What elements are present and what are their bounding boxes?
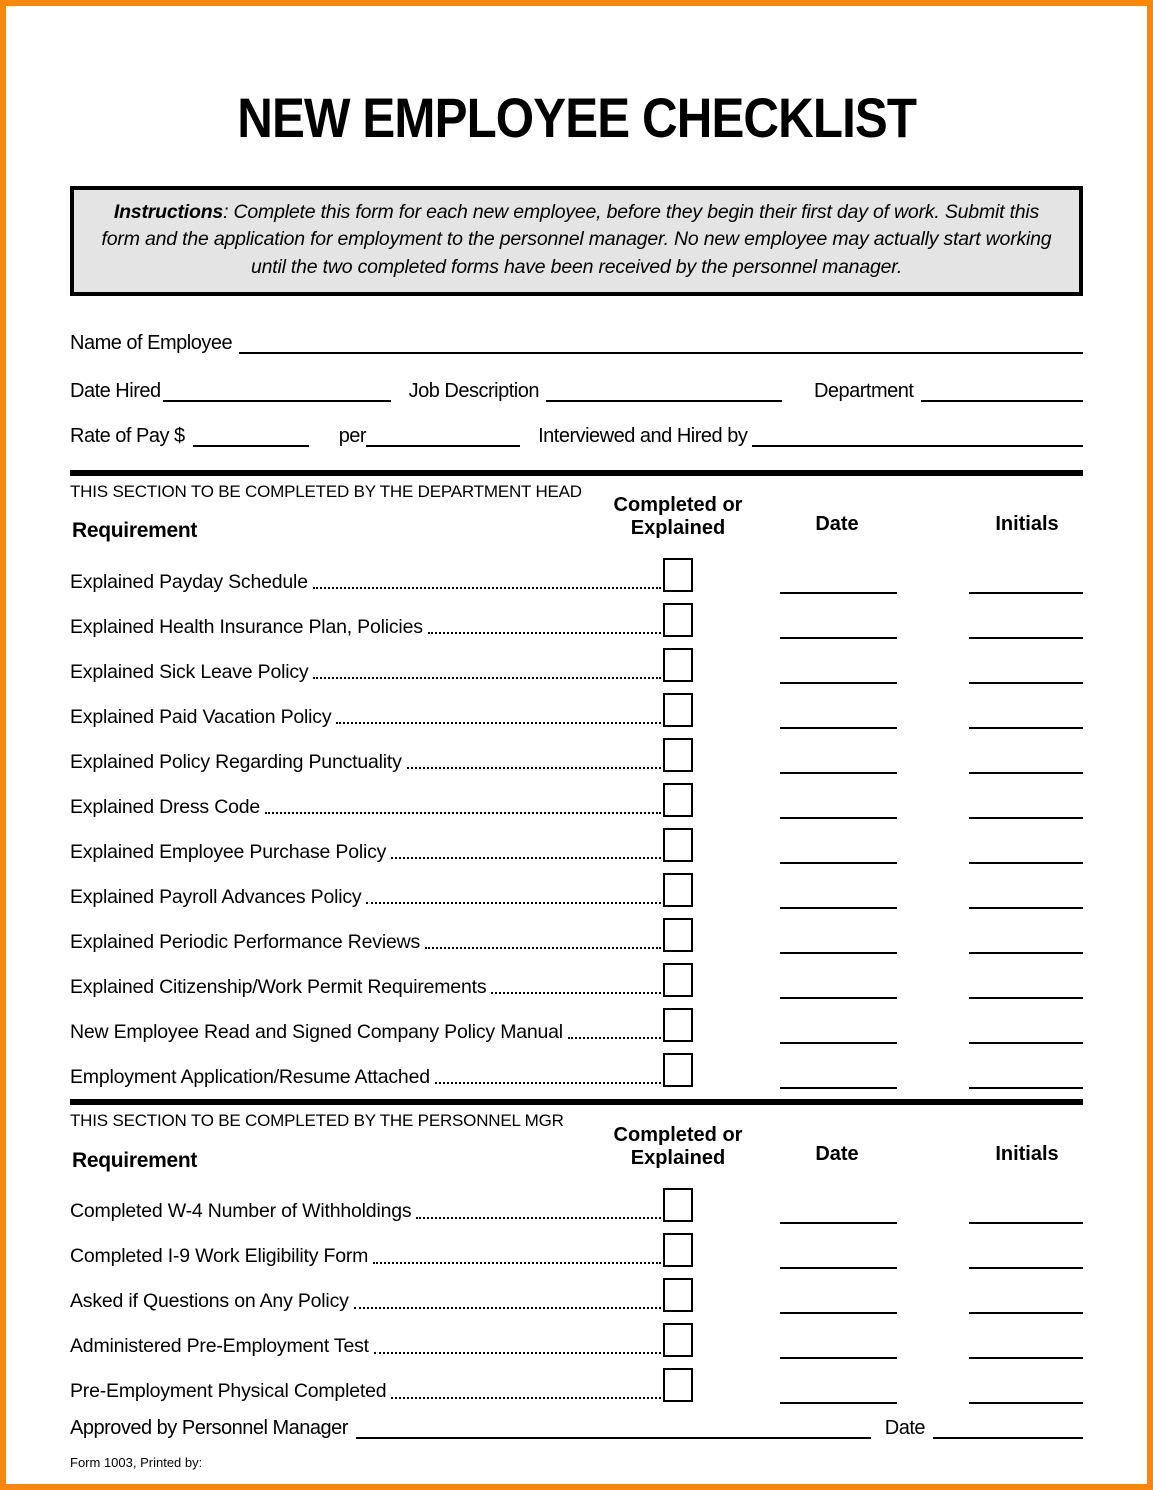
requirement-label: Completed W-4 Number of Withholdings: [70, 1200, 412, 1223]
date-column-header: Date: [815, 1142, 859, 1165]
section1-rows: [70, 550, 1083, 1090]
requirement-column-header: Requirement: [72, 1148, 198, 1172]
job-description-line[interactable]: [546, 386, 782, 402]
instructions-label: Instructions: [113, 201, 224, 223]
initials-line[interactable]: [969, 1222, 1083, 1224]
date-line[interactable]: [780, 1222, 897, 1224]
date-line[interactable]: [780, 727, 897, 729]
page-title: NEW EMPLOYEE CHECKLIST: [237, 86, 916, 149]
table-row: [70, 820, 1083, 865]
table-row: [70, 685, 1083, 730]
section1-column-headers: [70, 494, 1083, 544]
initials-line[interactable]: [969, 1087, 1083, 1089]
date-hired-line[interactable]: [163, 386, 391, 402]
requirement-label: Explained Payday Schedule: [70, 570, 308, 593]
section2-heading: THIS SECTION TO BE COMPLETED BY THE PERSONNEL MGR: [70, 1111, 564, 1131]
requirement-label: Explained Payroll Advances Policy: [70, 885, 362, 908]
hire-info-row: [70, 380, 1083, 403]
date-line[interactable]: [780, 1267, 897, 1269]
completed-column-header: Completed or Explained: [613, 1123, 743, 1169]
dot-leader: [391, 857, 661, 859]
table-row: [70, 640, 1083, 685]
completed-checkbox[interactable]: [663, 1188, 693, 1222]
rate-of-pay-label: Rate of Pay $: [70, 424, 185, 447]
section-divider: [70, 1099, 1083, 1105]
form-number-note: Form 1003, Printed by:: [70, 1454, 203, 1470]
dot-leader: [425, 947, 661, 949]
requirement-label: Asked if Questions on Any Policy: [70, 1290, 349, 1313]
completed-checkbox[interactable]: [663, 738, 693, 772]
table-row: [70, 1180, 1083, 1225]
requirement-label: Explained Sick Leave Policy: [70, 660, 309, 683]
instructions-text: : Complete this form for each new employee, before they begin their first day of work. Submit this form and the application for employment to the personnel manager. No new employee may actually start working until the two completed forms have been received by the personnel manager.: [101, 201, 1052, 278]
initials-line[interactable]: [969, 1357, 1083, 1359]
section-divider: [70, 470, 1083, 476]
rate-of-pay-line[interactable]: [193, 431, 309, 447]
date-column-header: Date: [815, 513, 859, 536]
date-line[interactable]: [780, 1042, 897, 1044]
completed-checkbox[interactable]: [663, 603, 693, 637]
date-line[interactable]: [780, 907, 897, 909]
department-label: Department: [813, 379, 914, 402]
completed-checkbox[interactable]: [663, 783, 693, 817]
table-row: [70, 1000, 1083, 1045]
approved-date-label: Date: [884, 1416, 925, 1439]
completed-checkbox[interactable]: [663, 558, 693, 592]
dot-leader: [416, 1217, 661, 1219]
table-row: [70, 550, 1083, 595]
completed-checkbox[interactable]: [663, 1008, 693, 1042]
dot-leader: [265, 812, 661, 814]
initials-column-header: Initials: [995, 1142, 1059, 1165]
date-line[interactable]: [780, 997, 897, 999]
table-row: [70, 595, 1083, 640]
completed-checkbox[interactable]: [663, 963, 693, 997]
section2-column-headers: [70, 1123, 1083, 1174]
completed-checkbox[interactable]: [663, 1278, 693, 1312]
date-line[interactable]: [780, 1087, 897, 1089]
job-description-label: Job Description: [408, 379, 539, 402]
dot-leader: [568, 1037, 661, 1039]
dot-leader: [491, 992, 661, 994]
table-row: [70, 730, 1083, 775]
date-line[interactable]: [780, 682, 897, 684]
requirement-label: Completed I-9 Work Eligibility Form: [70, 1245, 369, 1268]
requirement-label: Explained Paid Vacation Policy: [70, 705, 332, 728]
completed-checkbox[interactable]: [663, 1053, 693, 1087]
completed-checkbox[interactable]: [663, 918, 693, 952]
dot-leader: [391, 1397, 661, 1399]
date-line[interactable]: [780, 1402, 897, 1404]
approved-row: [70, 1417, 1083, 1440]
name-of-employee-line[interactable]: [239, 338, 1083, 354]
requirement-label: Pre-Employment Physical Completed: [70, 1380, 387, 1403]
pay-info-row: [70, 425, 1083, 448]
initials-line[interactable]: [969, 1312, 1083, 1314]
date-hired-label: Date Hired: [70, 379, 161, 402]
completed-checkbox[interactable]: [663, 648, 693, 682]
initials-line[interactable]: [969, 592, 1083, 594]
per-label: per: [338, 424, 367, 447]
department-line[interactable]: [921, 386, 1083, 402]
initials-line[interactable]: [969, 1267, 1083, 1269]
initials-line[interactable]: [969, 817, 1083, 819]
name-of-employee-row: [70, 332, 1083, 355]
date-line[interactable]: [780, 952, 897, 954]
dot-leader: [428, 632, 661, 634]
requirement-label: Explained Citizenship/Work Permit Requirements: [70, 975, 487, 998]
approved-by-label: Approved by Personnel Manager: [70, 1416, 348, 1439]
initials-line[interactable]: [969, 772, 1083, 774]
table-row: [70, 865, 1083, 910]
initials-line[interactable]: [969, 637, 1083, 639]
instructions-box: [70, 186, 1083, 296]
dot-leader: [313, 677, 661, 679]
dot-leader: [313, 587, 661, 589]
table-row: [70, 1315, 1083, 1360]
completed-checkbox[interactable]: [663, 1323, 693, 1357]
requirement-column-header: Requirement: [72, 519, 198, 543]
requirement-label: Explained Policy Regarding Punctuality: [70, 750, 402, 773]
completed-checkbox[interactable]: [663, 828, 693, 862]
approved-by-line[interactable]: [356, 1423, 871, 1439]
approved-date-line[interactable]: [933, 1423, 1083, 1439]
dot-leader: [366, 902, 661, 904]
requirement-label: Employment Application/Resume Attached: [70, 1065, 430, 1088]
requirement-label: Explained Health Insurance Plan, Policies: [70, 615, 423, 638]
completed-column-header: Completed or Explained: [613, 494, 743, 540]
dot-leader: [373, 1262, 661, 1264]
date-line[interactable]: [780, 1357, 897, 1359]
initials-line[interactable]: [969, 682, 1083, 684]
requirement-label: New Employee Read and Signed Company Policy Manual: [70, 1020, 563, 1043]
section2-rows: [70, 1180, 1083, 1405]
table-row: [70, 775, 1083, 820]
initials-line[interactable]: [969, 997, 1083, 999]
completed-checkbox[interactable]: [663, 1368, 693, 1402]
dot-leader: [374, 1352, 661, 1354]
requirement-label: Administered Pre-Employment Test: [70, 1335, 369, 1358]
date-line[interactable]: [780, 1312, 897, 1314]
dot-leader: [336, 722, 661, 724]
requirement-label: Explained Periodic Performance Reviews: [70, 930, 421, 953]
initials-line[interactable]: [969, 727, 1083, 729]
initials-column-header: Initials: [995, 513, 1059, 536]
initials-line[interactable]: [969, 862, 1083, 864]
table-row: [70, 910, 1083, 955]
name-of-employee-label: Name of Employee: [70, 331, 233, 354]
interviewed-by-label: Interviewed and Hired by: [538, 424, 748, 447]
dot-leader: [435, 1082, 661, 1084]
initials-line[interactable]: [969, 1402, 1083, 1404]
dot-leader: [354, 1307, 661, 1309]
table-row: [70, 1225, 1083, 1270]
requirement-label: Explained Employee Purchase Policy: [70, 840, 387, 863]
date-line[interactable]: [780, 772, 897, 774]
initials-line[interactable]: [969, 952, 1083, 954]
date-line[interactable]: [780, 637, 897, 639]
table-row: [70, 1045, 1083, 1090]
per-line[interactable]: [366, 431, 520, 447]
completed-checkbox[interactable]: [663, 1233, 693, 1267]
table-row: [70, 1270, 1083, 1315]
initials-line[interactable]: [969, 907, 1083, 909]
date-line[interactable]: [780, 862, 897, 864]
table-row: [70, 955, 1083, 1000]
requirement-label: Explained Dress Code: [70, 795, 261, 818]
completed-checkbox[interactable]: [663, 693, 693, 727]
completed-checkbox[interactable]: [663, 873, 693, 907]
date-line[interactable]: [780, 592, 897, 594]
dot-leader: [407, 767, 661, 769]
section1-heading: THIS SECTION TO BE COMPLETED BY THE DEPARTMENT HEAD: [70, 481, 582, 501]
date-line[interactable]: [780, 817, 897, 819]
initials-line[interactable]: [969, 1042, 1083, 1044]
interviewed-by-line[interactable]: [752, 431, 1083, 447]
table-row: [70, 1360, 1083, 1405]
